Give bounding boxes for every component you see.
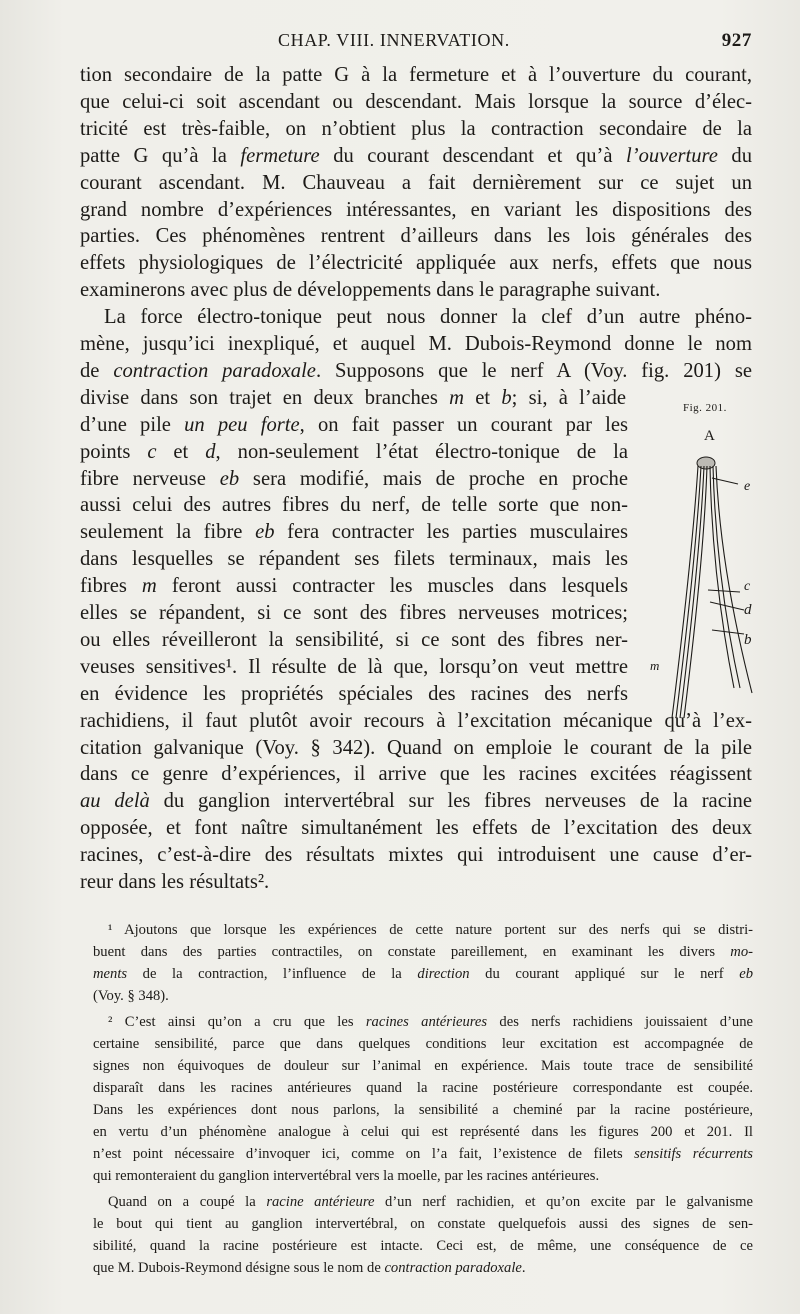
italic-segment: fermeture (240, 144, 320, 167)
italic-segment: eb (739, 966, 753, 982)
text-segment: ; si, à l’aide (511, 386, 627, 409)
page-number: 927 (721, 30, 752, 51)
body-line: tricité est très-faible, on n’obtient plus la contraction secondaire de la (80, 117, 752, 140)
body-line: opposée, et font naître simultanément les effets de l’excitation des deux (80, 817, 752, 840)
text-segment: patte G qu’à la (80, 144, 241, 167)
body-line: grand nombre d’expériences intéressantes, en variant les dispositions des (80, 198, 752, 221)
text-segment: fera contracter les parties musculaires (274, 521, 628, 544)
text-segment: . Supposons que le nerf A (Voy. fig. 201) se (315, 359, 752, 382)
italic-segment: eb (255, 521, 275, 544)
text-segment: n’est point nécessaire d’invoquer ici, comme on l’a fait, l’existence de filets (93, 1146, 635, 1162)
text-segment: de (80, 359, 114, 382)
text-segment: fibre nerveuse (80, 467, 220, 490)
footnote-line: sibilité, quand la racine postérieure est intacte. Ceci est, de même, une conséquence de ce (93, 1238, 753, 1254)
text-segment: d’un nerf rachidien, et qu’on excite par le galvanisme (374, 1194, 753, 1210)
text-segment: sera modifié, mais de proche en proche (239, 467, 628, 490)
body-line: La force électro-tonique peut nous donner la clef d’un autre phéno- (104, 306, 752, 329)
text-segment: Quand on a coupé la (108, 1194, 267, 1210)
text-segment: du ganglion intervertébral sur les fibres nerveuses de la racine (149, 790, 752, 813)
body-line (80, 412, 628, 438)
body-line: reur dans les résultats². (80, 871, 270, 893)
label-e: e (744, 479, 751, 494)
footnote-line (108, 1192, 753, 1212)
body-line: ou elles réveilleront la sensibilité, si ce sont des fibres ner- (80, 628, 628, 651)
body-line: aussi celui des autres fibres du nerf, de telle sorte que non- (80, 494, 628, 517)
italic-segment: au delà (80, 790, 150, 813)
text-segment: du courant appliqué sur le nerf (469, 966, 740, 982)
italic-segment: sensitifs récurrents (634, 1146, 753, 1162)
text-segment: points (80, 440, 148, 463)
body-line: en évidence les propriétés spéciales des racines des nerfs (80, 682, 628, 705)
footnote-line: ¹ Ajoutons que lorsque les expériences de cette nature portent sur des nerfs qui se distri- (108, 922, 753, 938)
text-segment: du courant descendant et qu’à (319, 144, 626, 167)
text-segment: divise dans son trajet en deux branches (80, 386, 450, 409)
body-line (80, 573, 628, 599)
body-line: tion secondaire de la patte G à la fermeture et à l’ouverture du courant, (80, 64, 752, 86)
body-line: dans ce genre d’expériences, il arrive que les racines excitées réagissent (80, 763, 752, 786)
chapter-title: CHAP. VIII. INNERVATION. (278, 30, 510, 50)
text-segment: seulement la fibre (80, 521, 256, 544)
text-segment: du (717, 144, 752, 167)
body-line: mène, jusqu’ici inexpliqué, et auquel M. Dubois-Reymond donne le nom (80, 333, 752, 355)
body-line: que celui-ci soit ascendant ou descendant. Mais lorsque la source d’élec- (80, 90, 752, 113)
body-line: elles se répandent, si ce sont des fibres nerveuses motrices; (80, 602, 628, 624)
footnote-line: qui remonteraient du ganglion intervertébral vers la moelle, par les racines antérieures. (93, 1168, 600, 1184)
body-line: racines, c’est-à-dire des résultats mixtes qui introduisent une cause d’er- (80, 844, 752, 867)
italic-segment: b (501, 386, 512, 409)
text-segment: et (156, 440, 206, 463)
footnote-line: en vertu d’un phénomène analogue à celui qui est représenté dans les figures 200 et 201. Il (93, 1124, 753, 1140)
body-line (80, 788, 752, 814)
footnote-line: disparaît dans les racines antérieures quand la racine postérieure correspondante est coupée. (93, 1080, 753, 1096)
italic-segment: m (141, 575, 157, 598)
footnote-line (108, 1012, 753, 1032)
italic-segment: direction (417, 966, 470, 982)
italic-segment: m (449, 386, 465, 409)
text-segment: buent dans des parties contractiles, on constate pareillement, en examinant les divers (93, 944, 731, 960)
body-line (80, 385, 626, 411)
label-d: d (744, 602, 752, 618)
italic-segment: c (147, 440, 157, 463)
text-segment: de la contraction, l’influence de la (127, 966, 418, 982)
body-line: dans lesquelles se répandent ses filets terminaux, mais les (80, 548, 628, 571)
italic-segment: un peu forte (184, 413, 300, 436)
text-segment: feront aussi contracter les muscles dans lesquels (156, 575, 628, 598)
body-line: veuses sensitives¹. Il résulte de là que, lorsqu’on veut mettre (80, 655, 628, 678)
label-b: b (744, 632, 752, 648)
footnote-line (93, 1258, 753, 1278)
footnote-line: Dans les expériences dont nous parlons, la sensibilité a cheminé par la racine postérieure, (93, 1102, 753, 1118)
figure-caption: Fig. 201. (683, 402, 727, 414)
text-segment: et (464, 386, 502, 409)
body-line: parties. Ces phénomènes rentrent d’ailleurs dans les lois générales des (80, 225, 752, 248)
text-segment: , on fait passer un courant par les (299, 413, 628, 436)
text-segment: . (521, 1260, 526, 1276)
body-line: examinerons avec plus de développements dans le paragraphe suivant. (80, 279, 661, 302)
italic-segment: racines antérieures (365, 1014, 488, 1030)
label-m: m (650, 658, 660, 673)
italic-segment: ments (93, 966, 128, 982)
italic-segment: l’ouverture (626, 144, 718, 167)
body-line (80, 143, 752, 169)
italic-segment: racine antérieure (266, 1194, 375, 1210)
italic-segment: contraction paradoxale (384, 1260, 522, 1276)
footnote-line: certaine sensibilité, parce que dans quelques conditions leur excitation est accompagnée de (93, 1036, 753, 1052)
text-segment: que M. Dubois-Reymond désigne sous le nom de (93, 1260, 385, 1276)
text-segment: fibres (80, 575, 142, 598)
footnote-line (93, 942, 753, 962)
body-line (80, 439, 628, 465)
label-c: c (744, 579, 751, 594)
body-line: citation galvanique (Voy. § 342). Quand on emploie le courant de la pile (80, 736, 752, 759)
text-segment: ² C’est ainsi qu’on a cru que les (108, 1014, 366, 1030)
nerve-figure (640, 418, 770, 728)
text-segment: , non-seulement l’état électro-tonique de la (215, 440, 628, 463)
footnote-line: (Voy. § 348). (93, 988, 169, 1004)
italic-segment: contraction paradoxale (113, 359, 316, 382)
italic-segment: mo- (730, 944, 753, 960)
footnote-line (93, 1144, 753, 1164)
body-line: rachidiens, il faut plutôt avoir recours à l’excitation mécanique qu’à l’ex- (80, 709, 752, 732)
text-segment: des nerfs rachidiens jouissaient d’une (487, 1014, 754, 1030)
footnote-line: signes non équivoques de douleur sur l’animal en expérience. Mais toute trace de sensibilité (93, 1058, 753, 1074)
italic-segment: eb (219, 467, 240, 490)
body-line: courant ascendant. M. Chauveau a fait dernièrement sur ce sujet un (80, 171, 752, 194)
label-A: A (704, 428, 715, 444)
text-segment: d’une pile (80, 413, 185, 436)
body-line (80, 519, 628, 545)
running-header (80, 30, 752, 58)
italic-segment: d (205, 440, 216, 463)
footnote-line (93, 964, 753, 984)
body-line (80, 466, 628, 492)
body-line (80, 358, 752, 384)
body-line: effets physiologiques de l’électricité appliquée aux nerfs, effets que nous (80, 252, 752, 275)
footnote-line: le bout qui tient au ganglion intervertébral, on constate quelquefois aussi des signes de sen- (93, 1216, 753, 1232)
